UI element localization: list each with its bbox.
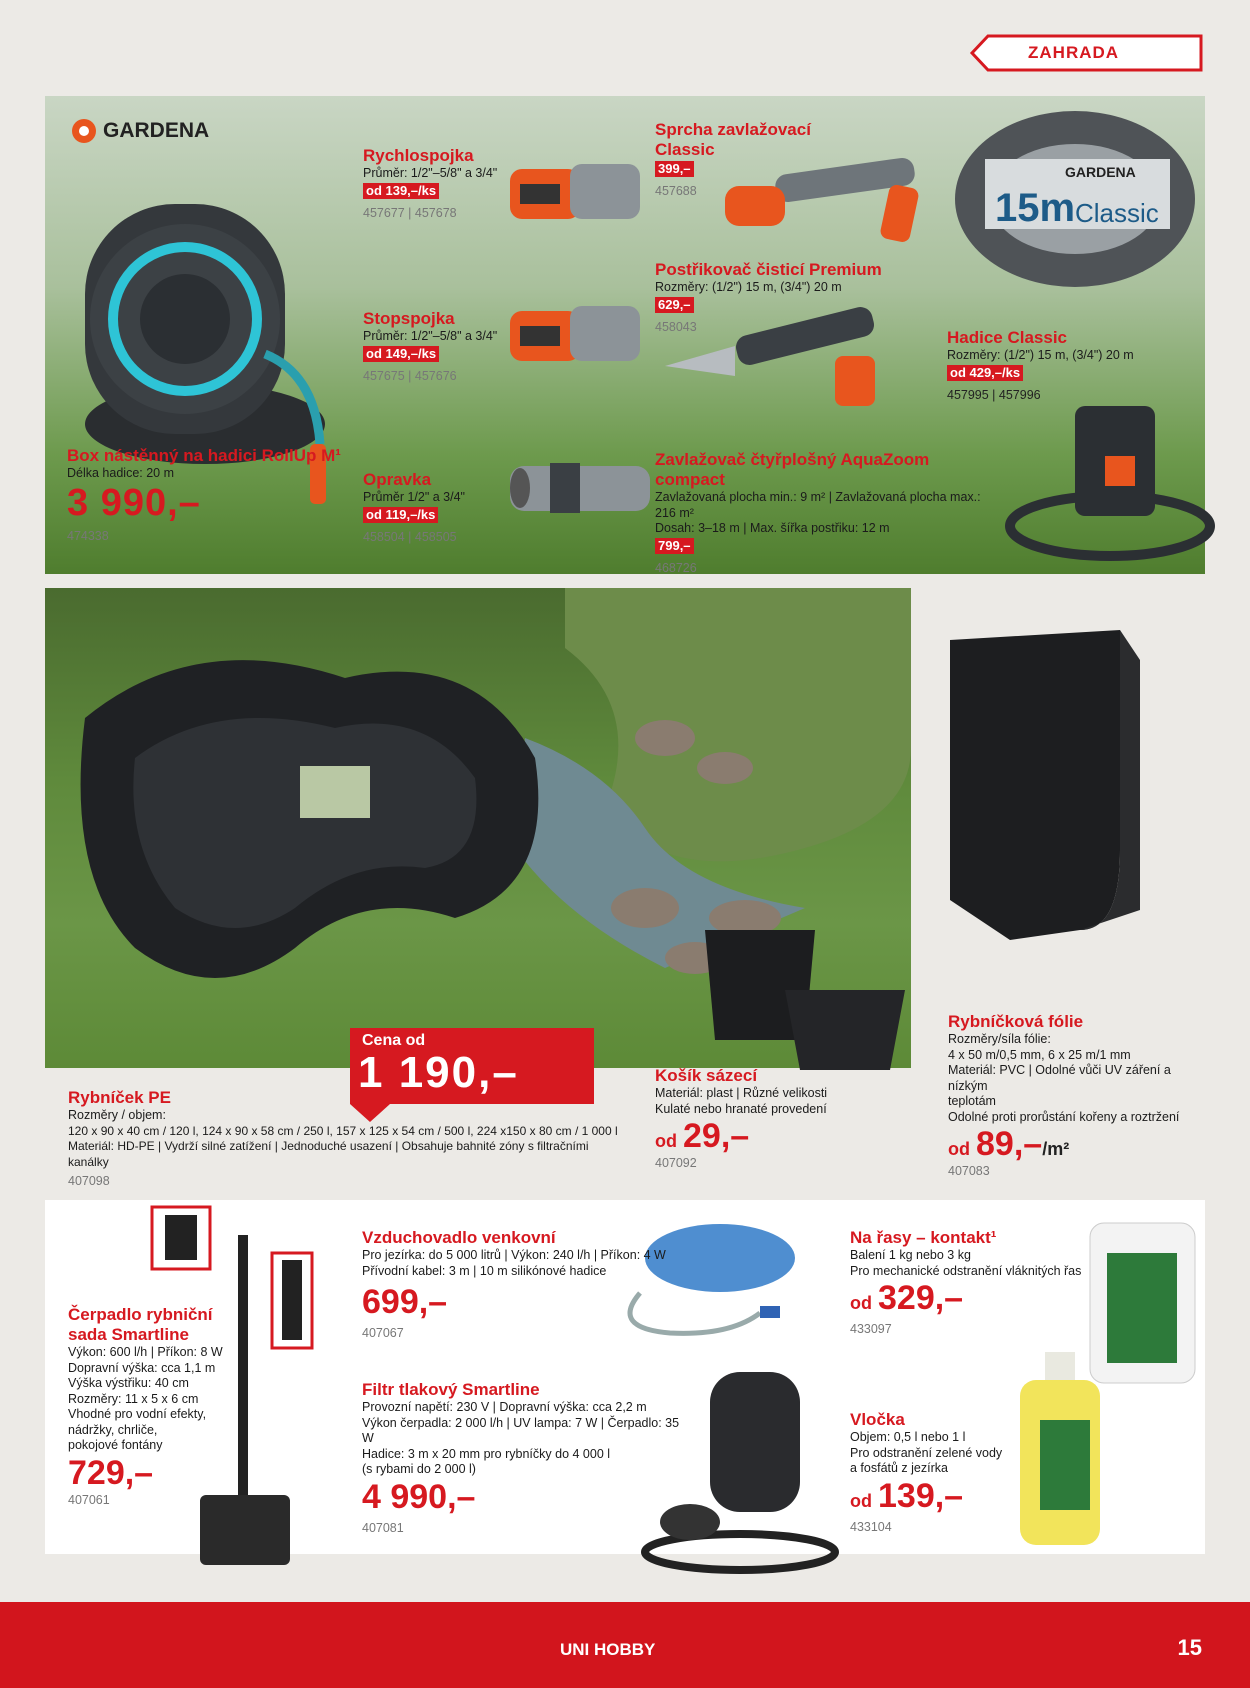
product-title: Postřikovač čisticí Premium bbox=[655, 260, 882, 279]
brand-name: GARDENA bbox=[103, 119, 210, 142]
product-code: 457995 | 457996 bbox=[947, 387, 1041, 402]
spec-line: pokojové fontány bbox=[68, 1438, 163, 1452]
product-code: 457688 bbox=[655, 184, 697, 198]
cena-label: Cena od bbox=[362, 1032, 426, 1049]
product-spec-1: Materiál: plast | Různé velikosti bbox=[655, 1086, 828, 1100]
product-title: Box nástěnný na hadici RollUp M¹ bbox=[67, 446, 341, 465]
product-title: Filtr tlakový Smartline bbox=[362, 1380, 540, 1399]
od-label: od bbox=[655, 1131, 677, 1151]
product-code: 407083 bbox=[948, 1164, 990, 1178]
opravka-block bbox=[363, 470, 603, 544]
page-number: 15 bbox=[1177, 1635, 1202, 1660]
od-label: od bbox=[850, 1490, 872, 1511]
hose-length: 15m bbox=[995, 186, 1076, 230]
aquazoom-block bbox=[655, 450, 985, 575]
product-title: Zavlažovač čtyřplošný AquaZoom compact bbox=[655, 450, 930, 489]
product-title: Stopspojka bbox=[363, 309, 455, 328]
product-title-line2: sada Smartline bbox=[68, 1325, 189, 1344]
folie-block bbox=[948, 1012, 1208, 1178]
product-spec-5: Odolné proti prorůstání kořeny a roztržení bbox=[948, 1109, 1180, 1124]
product-code: 407081 bbox=[362, 1520, 404, 1535]
product-price bbox=[850, 1279, 1090, 1318]
product-code: 474338 bbox=[67, 528, 109, 543]
product-title: Sprcha zavlažovací bbox=[655, 120, 811, 139]
spec-line: Rozměry: 11 x 5 x 6 cm bbox=[68, 1391, 199, 1406]
product-price: 3 990,– bbox=[67, 481, 201, 524]
product-spec: Průměr: 1/2"–5/8" a 3/4" bbox=[363, 166, 498, 180]
spec-line: Pro mechanické odstranění vláknitých řas bbox=[850, 1263, 1082, 1278]
product-title: Vzduchovadlo venkovní bbox=[362, 1228, 556, 1247]
price-badge: od 139,–/ks bbox=[363, 183, 439, 199]
product-price: 699,– bbox=[362, 1283, 448, 1321]
hadice-block bbox=[947, 328, 1187, 402]
spec-line: Výkon: 600 l/h | Příkon: 8 W bbox=[68, 1345, 223, 1359]
product-price bbox=[655, 1117, 925, 1156]
kosik-block bbox=[655, 1066, 925, 1170]
product-spec: Rozměry: (1/2") 15 m, (3/4") 20 m bbox=[947, 348, 1134, 362]
unihobby-logo: UNI HOBBY bbox=[560, 1640, 656, 1659]
spec-line: Dopravní výška: cca 1,1 m bbox=[68, 1360, 216, 1375]
product-code: 457675 | 457676 bbox=[363, 368, 457, 383]
price-badge: 799,– bbox=[655, 538, 694, 554]
product-spec-3: Materiál: PVC | Odolné vůči UV záření a nízkým bbox=[948, 1063, 1171, 1093]
product-title: Rybníček PE bbox=[68, 1088, 171, 1107]
product-title: Vločka bbox=[850, 1410, 905, 1429]
spec-line: Pro odstranění zelené vody bbox=[850, 1445, 1003, 1460]
postrikovac-block bbox=[655, 260, 955, 334]
spec-line: Přívodní kabel: 3 m | 10 m silikónové hadice bbox=[362, 1263, 607, 1278]
aquazoom-image bbox=[995, 396, 1225, 566]
product-title: Rybníčková fólie bbox=[948, 1012, 1084, 1031]
section-tab bbox=[968, 34, 1205, 72]
price-value: 139,– bbox=[878, 1476, 964, 1515]
product-spec: Průměr: 1/2"–5/8" a 3/4" bbox=[363, 329, 498, 343]
product-code: 407067 bbox=[362, 1326, 404, 1340]
product-code: 457677 | 457678 bbox=[363, 205, 457, 220]
cerpadlo-block bbox=[68, 1305, 238, 1507]
price-badge: 629,– bbox=[655, 297, 694, 313]
product-price bbox=[948, 1125, 1208, 1164]
folie-image bbox=[940, 630, 1180, 950]
product-code: 407061 bbox=[68, 1492, 110, 1507]
product-code: 458504 | 458505 bbox=[363, 529, 457, 544]
product-title: Opravka bbox=[363, 470, 432, 489]
cena-price: 1 190,– bbox=[358, 1048, 519, 1097]
product-code: 468726 bbox=[655, 560, 697, 575]
spec-line: Pro jezírka: do 5 000 litrů | Výkon: 240 l/h | Příkon: 4 W bbox=[362, 1248, 666, 1262]
price-badge: od 429,–/ks bbox=[947, 365, 1023, 381]
gardena-flower-icon bbox=[71, 118, 97, 144]
od-label: od bbox=[850, 1293, 872, 1313]
product-code: 433104 bbox=[850, 1519, 892, 1534]
gardena-logo bbox=[71, 118, 209, 144]
spec-line: a fosfátů z jezírka bbox=[850, 1461, 948, 1475]
price-badge: od 149,–/ks bbox=[363, 346, 439, 362]
hose-model: Classic bbox=[1075, 198, 1159, 228]
stopspojka-block bbox=[363, 309, 603, 383]
rollup-box-block bbox=[67, 446, 347, 543]
product-spec-4: teplotám bbox=[948, 1094, 996, 1108]
product-price: 729,– bbox=[68, 1453, 154, 1492]
price-value: 29,– bbox=[683, 1117, 750, 1155]
vlocka-block bbox=[850, 1410, 1010, 1534]
product-code: 433097 bbox=[850, 1322, 892, 1336]
price-badge: 399,– bbox=[655, 161, 694, 177]
spec-line: Objem: 0,5 l nebo 1 l bbox=[850, 1430, 966, 1444]
price-badge: od 119,–/ks bbox=[363, 507, 438, 523]
spec-line: Výkon čerpadla: 2 000 l/h | UV lampa: 7 W | Čerpadlo: 35 W bbox=[362, 1415, 680, 1445]
gardena-panel bbox=[45, 96, 1205, 574]
od-label: od bbox=[948, 1139, 970, 1159]
product-spec-1: Rozměry/síla fólie: bbox=[948, 1032, 1051, 1046]
rybnicek-block bbox=[68, 1088, 628, 1188]
hose-brand: GARDENA bbox=[1065, 164, 1136, 180]
product-title: Čerpadlo rybniční bbox=[68, 1305, 213, 1324]
spec-line: nádržky, chrliče, bbox=[68, 1422, 158, 1437]
kosik-image bbox=[705, 920, 925, 1080]
product-code: 458043 bbox=[655, 319, 697, 334]
product-spec-1: Rozměry / objem: bbox=[68, 1108, 166, 1122]
vzduchovadlo-block bbox=[362, 1228, 692, 1340]
spec-line: (s rybami do 2 000 l) bbox=[362, 1462, 476, 1476]
product-price bbox=[850, 1477, 1010, 1516]
product-spec-1: Zavlažovaná plocha min.: 9 m² | Zavlažovaná plocha max.: 216 m² bbox=[655, 490, 981, 520]
rasy-block bbox=[850, 1228, 1090, 1336]
product-code: 407098 bbox=[68, 1174, 110, 1188]
section-title: ZAHRADA bbox=[1028, 43, 1120, 62]
product-spec: Délka hadice: 20 m bbox=[67, 466, 175, 480]
spec-line: Vhodné pro vodní efekty, bbox=[68, 1407, 207, 1421]
price-value: 329,– bbox=[878, 1279, 964, 1317]
sprcha-block bbox=[655, 120, 855, 198]
product-spec-2: Kulaté nebo hranaté provedení bbox=[655, 1101, 827, 1116]
product-spec: Průměr 1/2" a 3/4" bbox=[363, 490, 465, 504]
product-title: Košík sázecí bbox=[655, 1066, 758, 1085]
product-spec: Rozměry: (1/2") 15 m, (3/4") 20 m bbox=[655, 280, 842, 294]
product-code: 407092 bbox=[655, 1156, 697, 1170]
product-price: 4 990,– bbox=[362, 1477, 476, 1516]
spec-line: Provozní napětí: 230 V | Dopravní výška: cca 2,2 m bbox=[362, 1400, 647, 1414]
product-title: Rychlospojka bbox=[363, 146, 474, 165]
product-spec-3: Materiál: HD-PE | Vydrží silné zatížení | Jednoduché usazení | Obsahuje bahnité zóny s filtračními kanálky bbox=[68, 1139, 589, 1169]
rychlospojka-block bbox=[363, 146, 603, 220]
price-unit: /m² bbox=[1042, 1139, 1070, 1159]
product-title-line2: Classic bbox=[655, 140, 715, 159]
product-title: Na řasy – kontakt¹ bbox=[850, 1228, 997, 1247]
price-value: 89,– bbox=[976, 1125, 1043, 1163]
product-spec-2: 120 x 90 x 40 cm / 120 l, 124 x 90 x 58 cm / 250 l, 157 x 125 x 54 cm / 500 l, 224 x150 x 80 cm / 1 000 l bbox=[68, 1123, 618, 1138]
spec-line: Hadice: 3 m x 20 mm pro rybníčky do 4 000 l bbox=[362, 1446, 611, 1461]
filtr-block bbox=[362, 1380, 692, 1535]
product-spec-2: 4 x 50 m/0,5 mm, 6 x 25 m/1 mm bbox=[948, 1047, 1131, 1062]
product-spec-2: Dosah: 3–18 m | Max. šířka postřiku: 12 m bbox=[655, 521, 890, 535]
spec-line: Výška výstřiku: 40 cm bbox=[68, 1376, 189, 1390]
product-title: Hadice Classic bbox=[947, 328, 1068, 347]
vlocka-image bbox=[1010, 1350, 1110, 1550]
spec-line: Balení 1 kg nebo 3 kg bbox=[850, 1248, 971, 1262]
